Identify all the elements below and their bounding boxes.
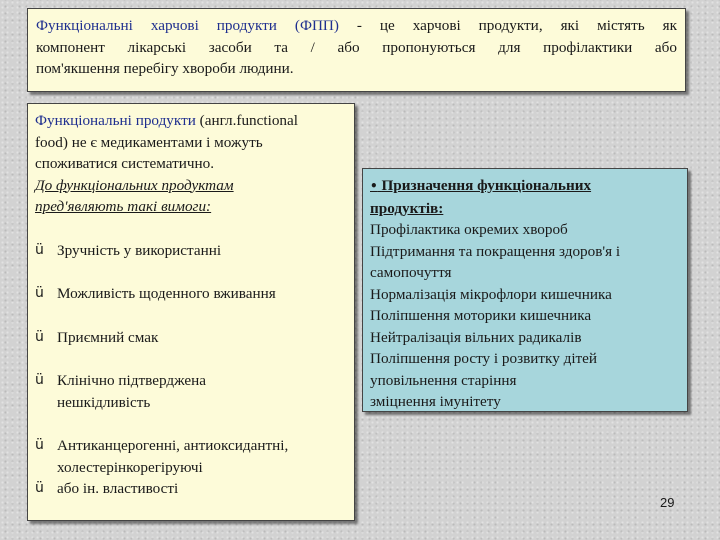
requirement-text: Зручність у використанні [57, 241, 222, 259]
purpose-item: Нормалізація мікрофлори кишечника [370, 285, 612, 303]
requirement-text-continued: нешкідливість [57, 393, 151, 411]
requirement-item [35, 327, 348, 349]
requirement-item [35, 240, 348, 262]
purpose-item: зміцнення імунітету [370, 393, 501, 410]
purpose-item: уповільнення старіння [370, 371, 517, 389]
definition-line-2: компонент лікарські засоби та / або пропонуються для профілактики або [36, 38, 677, 56]
definition-line-1 [36, 15, 677, 37]
definition-text: - це харчові продукти, які містять як [338, 17, 677, 34]
requirement-text-continued: холестерінкорегіруючі [57, 458, 203, 476]
checkmark-icon: ü [35, 328, 44, 345]
purpose-box [362, 168, 688, 412]
purpose-item: Підтримання та покращення здоров'я і [370, 242, 621, 260]
bullet-icon: • [370, 179, 378, 193]
purpose-item: Поліпшення росту і розвитку дітей [370, 350, 598, 367]
purpose-item: Поліпшення моторики кишечника [370, 307, 592, 324]
checkmark-icon: ü [35, 480, 44, 496]
functional-products-intro-line-2: food) не є медикаментами і можуть [35, 133, 263, 151]
functional-products-intro-line-1 [35, 110, 348, 132]
requirements-box [27, 103, 355, 521]
requirement-text: Приємний смак [57, 328, 159, 346]
requirement-item [35, 435, 348, 478]
purpose-item: Нейтралізація вільних радикалів [370, 328, 582, 346]
functional-products-term: Функціональні продукти [35, 112, 196, 129]
requirement-text: Клінічно підтверджена [57, 372, 206, 389]
page-number: 29 [660, 495, 675, 510]
definition-term: Функціональні харчові продукти (ФПП) [36, 17, 339, 34]
checkmark-icon: ü [35, 372, 44, 388]
purpose-item: самопочуття [370, 264, 452, 281]
requirement-item [35, 370, 348, 413]
requirement-text: Антиканцерогенні, антиоксидантні, [57, 437, 289, 454]
checkmark-icon: ü [35, 241, 44, 258]
requirement-item [35, 283, 348, 305]
intro-text: (англ.functional [195, 112, 298, 129]
definition-box [27, 8, 686, 92]
definition-line-3: пом'якшення перебігу хвороби людини. [36, 60, 294, 77]
purpose-title-line-2: продуктів: [370, 199, 444, 217]
checkmark-icon: ü [35, 285, 44, 301]
requirement-text: або ін. властивості [57, 480, 179, 497]
requirements-title-line-2: пред'являють такі вимоги: [35, 198, 212, 215]
functional-products-intro-line-3: споживатися систематично. [35, 155, 215, 172]
requirements-title-line-1: До функціональних продуктам [35, 176, 234, 194]
requirement-item [35, 478, 348, 500]
purpose-title-line-1 [370, 175, 681, 198]
purpose-item: Профілактика окремих хвороб [370, 221, 568, 238]
purpose-title: Призначення функціональних [381, 177, 592, 194]
requirement-text: Можливість щоденного вживання [57, 285, 276, 302]
checkmark-icon: ü [35, 437, 44, 453]
